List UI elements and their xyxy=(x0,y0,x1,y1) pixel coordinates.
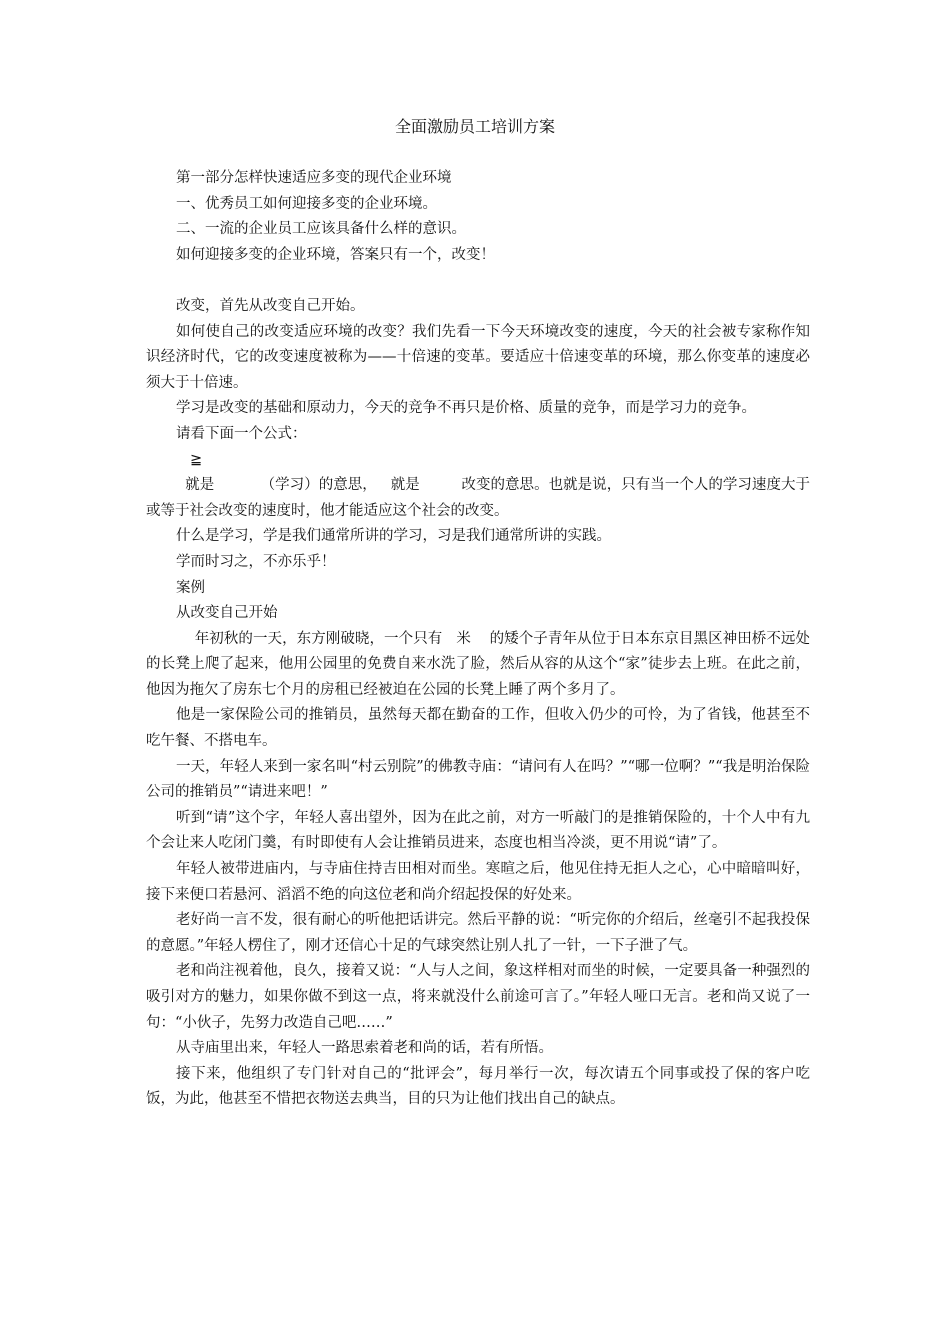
paragraph-invite-word: 听到“请”这个字，年轻人喜出望外，因为在此之前，对方一听敲门的是推销保险的，十个人中有九个会让来人吃闭门羹，有时即使有人会让推销员进来，态度也相当冷淡，更不用说“请”了。 xyxy=(146,809,810,852)
paragraph-change-self: 改变，首先从改变自己开始。 xyxy=(176,297,365,314)
case-label: 案例 xyxy=(176,579,205,596)
paragraph-learning-foundation: 学习是改变的基础和原动力，今天的竞争不再只是价格、质量的竞争，而是学习力的竞争。 xyxy=(176,400,756,417)
paragraph-monk-advice: 老和尚注视着他，良久，接着又说：“人与人之间，象这样相对而坐的时候，一定要具备一种强烈的吸引对方的魅力，如果你做不到这一点，将来就没什么前途可言了。”年轻人哑口无言。老和尚又说了一句：“小伙子，先努力改造自己吧……” xyxy=(146,963,810,1031)
paragraph-answer: 如何迎接多变的企业环境，答案只有一个，改变！ xyxy=(176,246,495,263)
document-body xyxy=(146,166,810,1113)
paragraph-monk-reply: 老好尚一言不发，很有耐心的听他把话讲完。然后平静的说：“听完你的介绍后，丝毫引不起我投保的意愿。”年轻人楞住了，刚才还信心十足的气球突然让别人扎了一针，一下子泄了气。 xyxy=(146,912,810,954)
document-title: 全面激励员工培训方案 xyxy=(394,117,555,136)
case-title: 从改变自己开始 xyxy=(176,605,278,622)
section-heading: 第一部分怎样快速适应多变的现代企业环境 xyxy=(176,170,452,186)
paragraph-formula-intro: 请看下面一个公式： xyxy=(176,425,307,442)
outline-item-2: 二、一流的企业员工应该具备什么样的意识。 xyxy=(176,221,466,238)
paragraph-case-opening: 年初秋的一天，东方刚破晓，一个只有 米 的矮个子青年从位于日本东京目黑区神田桥不远处的长凳上爬了起来，他用公园里的免费自来水洗了脸，然后从容的从这个“家”徒步去上班。在此之前，他因为拖欠了房东七个月的房租已经被迫在公园的长凳上睡了两个多月了。 xyxy=(146,630,810,698)
paragraph-formula-explanation: 就是 （学习）的意思， 就是 改变的意思。也就是说，只有当一个人的学习速度大于或等于社会改变的速度时，他才能适应这个社会的改变。 xyxy=(146,477,810,519)
blank-line xyxy=(146,268,810,294)
paragraph-salesman: 他是一家保险公司的推销员，虽然每天都在勤奋的工作，但收入仍少的可怜，为了省钱，他甚至不吃午餐、不搭电车。 xyxy=(146,707,810,750)
paragraph-into-temple: 年轻人被带进庙内，与寺庙住持吉田相对而坐。寒暄之后，他见住持无拒人之心，心中暗暗叫好，接下来便口若悬河、滔滔不绝的向这位老和尚介绍起投保的好处来。 xyxy=(146,861,810,903)
paragraph-quote: 学而时习之，不亦乐乎！ xyxy=(176,553,336,570)
outline-item-1: 一、优秀员工如何迎接多变的企业环境。 xyxy=(176,195,437,212)
paragraph-adapt-environment: 如何使自己的改变适应环境的改变？我们先看一下今天环境改变的速度，今天的社会被专家称作知识经济时代，它的改变速度被称为——十倍速的变革。要适应十倍速变革的环境，那么你变革的速度必须大于十倍速。 xyxy=(146,323,810,391)
paragraph-what-is-learning: 什么是学习，学是我们通常所讲的学习，习是我们通常所讲的实践。 xyxy=(176,528,611,545)
formula-symbol: ≧ xyxy=(190,451,203,468)
paragraph-criticism-meeting: 接下来，他组织了专门针对自己的“批评会”，每月举行一次，每次请五个同事或投了保的客户吃饭，为此，他甚至不惜把衣物送去典当，目的只为让他们找出自己的缺点。 xyxy=(146,1065,810,1108)
paragraph-leave-temple: 从寺庙里出来，年轻人一路思索着老和尚的话，若有所悟。 xyxy=(176,1040,553,1057)
paragraph-temple-visit: 一天，年轻人来到一家名叫“村云别院”的佛教寺庙：“请问有人在吗？”“哪一位啊？”“我是明治保险公司的推销员”“请进来吧！” xyxy=(146,758,810,801)
